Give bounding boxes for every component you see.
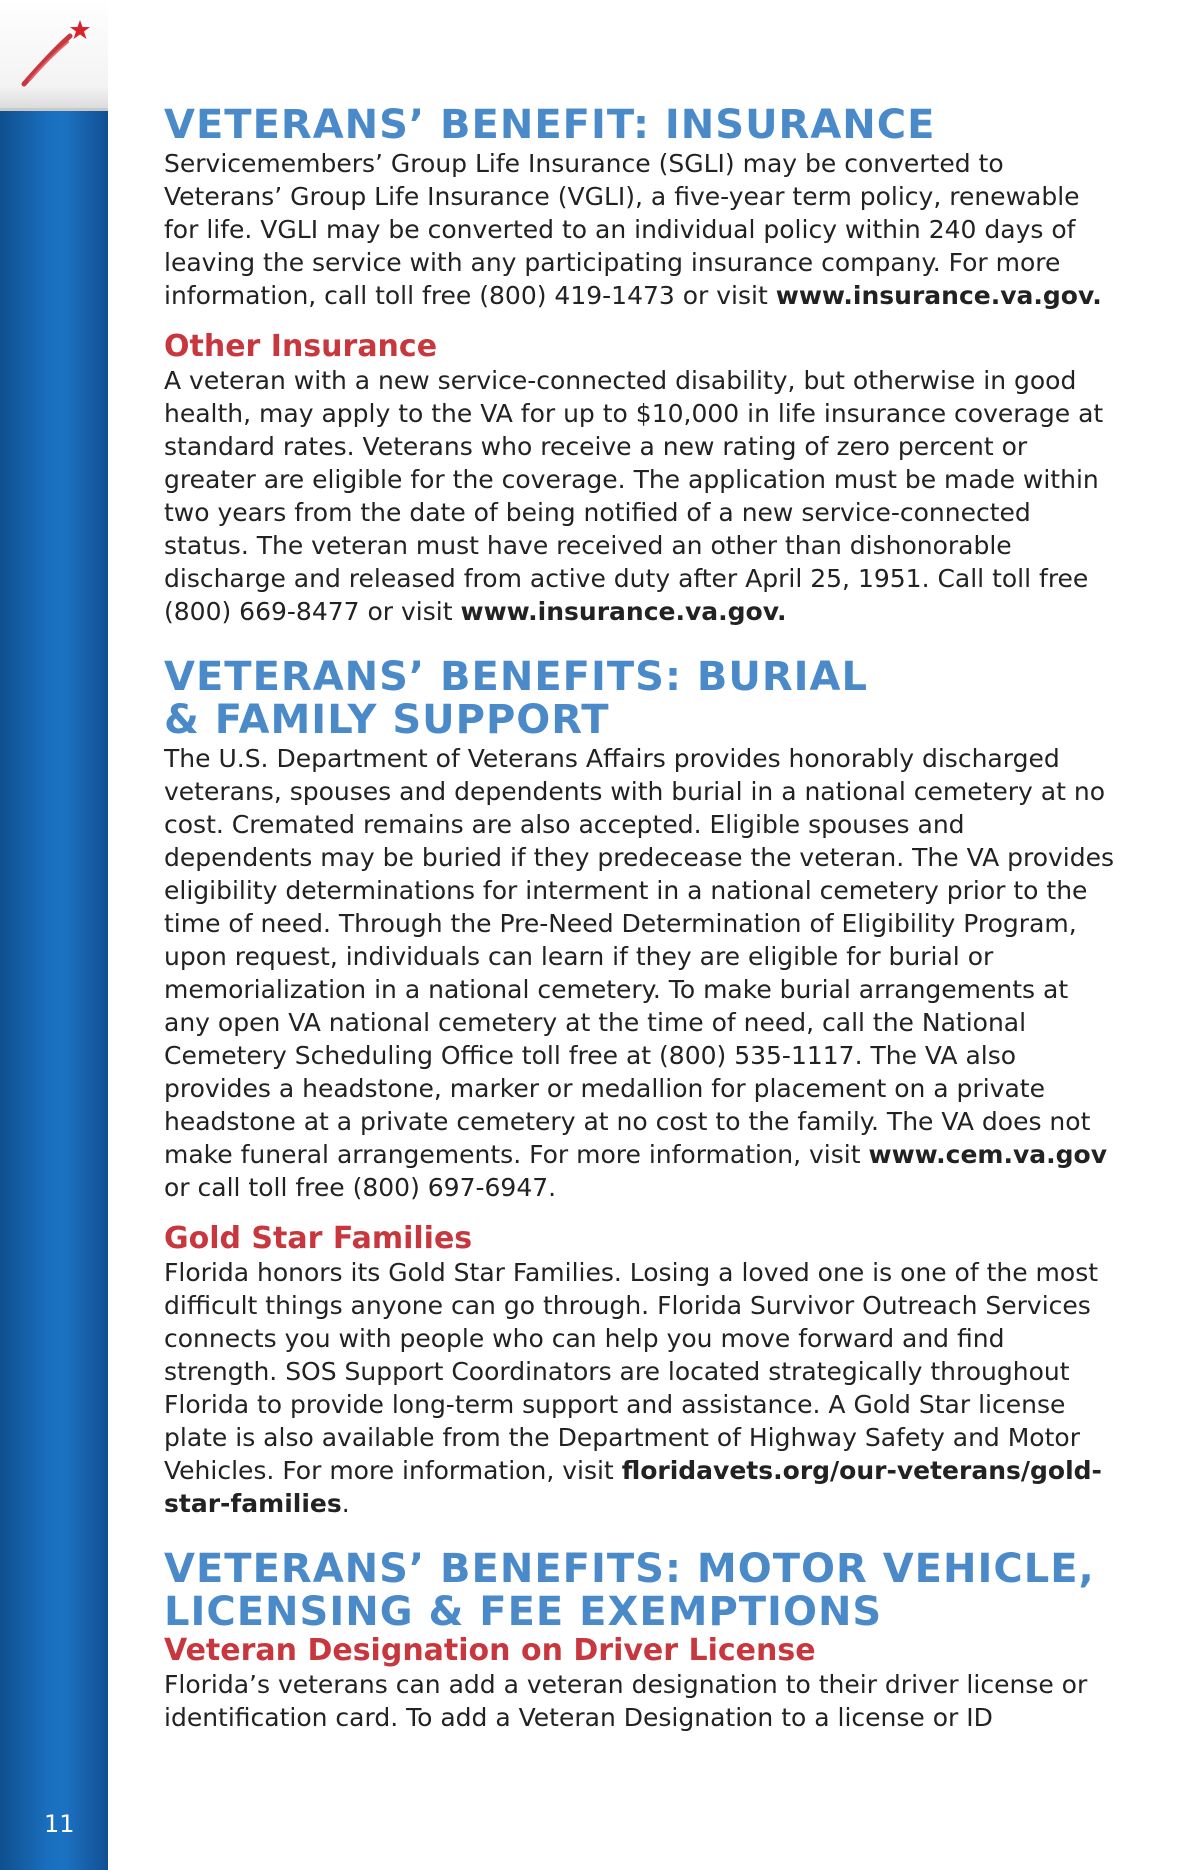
- burial-link[interactable]: www.cem.va.gov: [868, 1140, 1108, 1169]
- burial-heading-line2: & FAMILY SUPPORT: [164, 697, 610, 743]
- page-number: 11: [44, 1810, 75, 1838]
- gold-star-text-after: .: [341, 1489, 350, 1518]
- insurance-paragraph: [164, 147, 1119, 312]
- shooting-star-logo-icon: [18, 18, 90, 90]
- motor-vehicle-heading-line1: VETERANS’ BENEFITS: MOTOR VEHICLE,: [164, 1546, 1095, 1592]
- logo-tab: [0, 0, 108, 111]
- gold-star-text: Florida honors its Gold Star Families. Losing a loved one is one of the most difficult things anyone can go through. Florida Survivor Outreach Services connects you with people who can help you move forward and find strength. SOS Support Coordinators are located strategically throughout Florida to provide long-term support and assistance. A Gold Star license plate is also available from the Department of Highway Safety and Motor Vehicles. For more information, visit: [164, 1258, 1099, 1485]
- sidebar-band: [0, 0, 108, 1870]
- gold-star-link[interactable]: floridavets.org/our-veterans/gold-star-families: [164, 1456, 1102, 1518]
- other-insurance-text: A veteran with a new service-connected disability, but otherwise in good health, may apply to the VA for up to $10,000 in life insurance coverage at standard rates. Veterans who receive a new rating of zero percent or greater are eligible for the coverage. The application must be made within two years from the date of being notified of a new service-connected status. The veteran must have received an other than dishonorable discharge and released from active duty after April 25, 1951. Call toll free (800) 669-8477 or visit: [164, 366, 1104, 626]
- insurance-text: Servicemembers’ Group Life Insurance (SGLI) may be converted to Veterans’ Group Life Insurance (VGLI), a five-year term policy, renewable for life. VGLI may be converted to an individual policy within 240 days of leaving the service with any participating insurance company. For more information, call toll free (800) 419-1473 or visit: [164, 149, 1080, 310]
- other-insurance-link[interactable]: www.insurance.va.gov.: [460, 597, 787, 626]
- gold-star-heading: Gold Star Families: [164, 1221, 473, 1256]
- page-content: [164, 104, 1164, 1734]
- burial-heading-line1: VETERANS’ BENEFITS: BURIAL: [164, 654, 868, 700]
- burial-text-after: or call toll free (800) 697-6947.: [164, 1173, 557, 1202]
- burial-paragraph: [164, 742, 1119, 1204]
- motor-vehicle-heading-line2: LICENSING & FEE EXEMPTIONS: [164, 1589, 883, 1635]
- insurance-heading: VETERANS’ BENEFIT: INSURANCE: [164, 102, 936, 148]
- other-insurance-heading: Other Insurance: [164, 329, 438, 364]
- driver-license-heading: Veteran Designation on Driver License: [164, 1633, 816, 1668]
- driver-license-paragraph: Florida’s veterans can add a veteran designation to their driver license or identification card. To add a Veteran Designation to a license or ID: [164, 1670, 1088, 1732]
- insurance-link[interactable]: www.insurance.va.gov.: [775, 281, 1102, 310]
- gold-star-paragraph: [164, 1256, 1119, 1520]
- other-insurance-paragraph: [164, 364, 1119, 628]
- burial-text: The U.S. Department of Veterans Affairs provides honorably discharged veterans, spouses and dependents with burial in a national cemetery at no cost. Cremated remains are also accepted. Eligible spouses and dependents may be buried if they predecease the veteran. The VA provides eligibility determinations for interment in a national cemetery prior to the time of need. Through the Pre-Need Determination of Eligibility Program, upon request, individuals can learn if they are eligible for burial or memorialization in a national cemetery. To make burial arrangements at any open VA national cemetery at the time of need, call the National Cemetery Scheduling Office toll free at (800) 535-1117. The VA also provides a headstone, marker or medallion for placement on a private headstone at a private cemetery at no cost to the family. The VA does not make funeral arrangements. For more information, visit: [164, 744, 1115, 1169]
